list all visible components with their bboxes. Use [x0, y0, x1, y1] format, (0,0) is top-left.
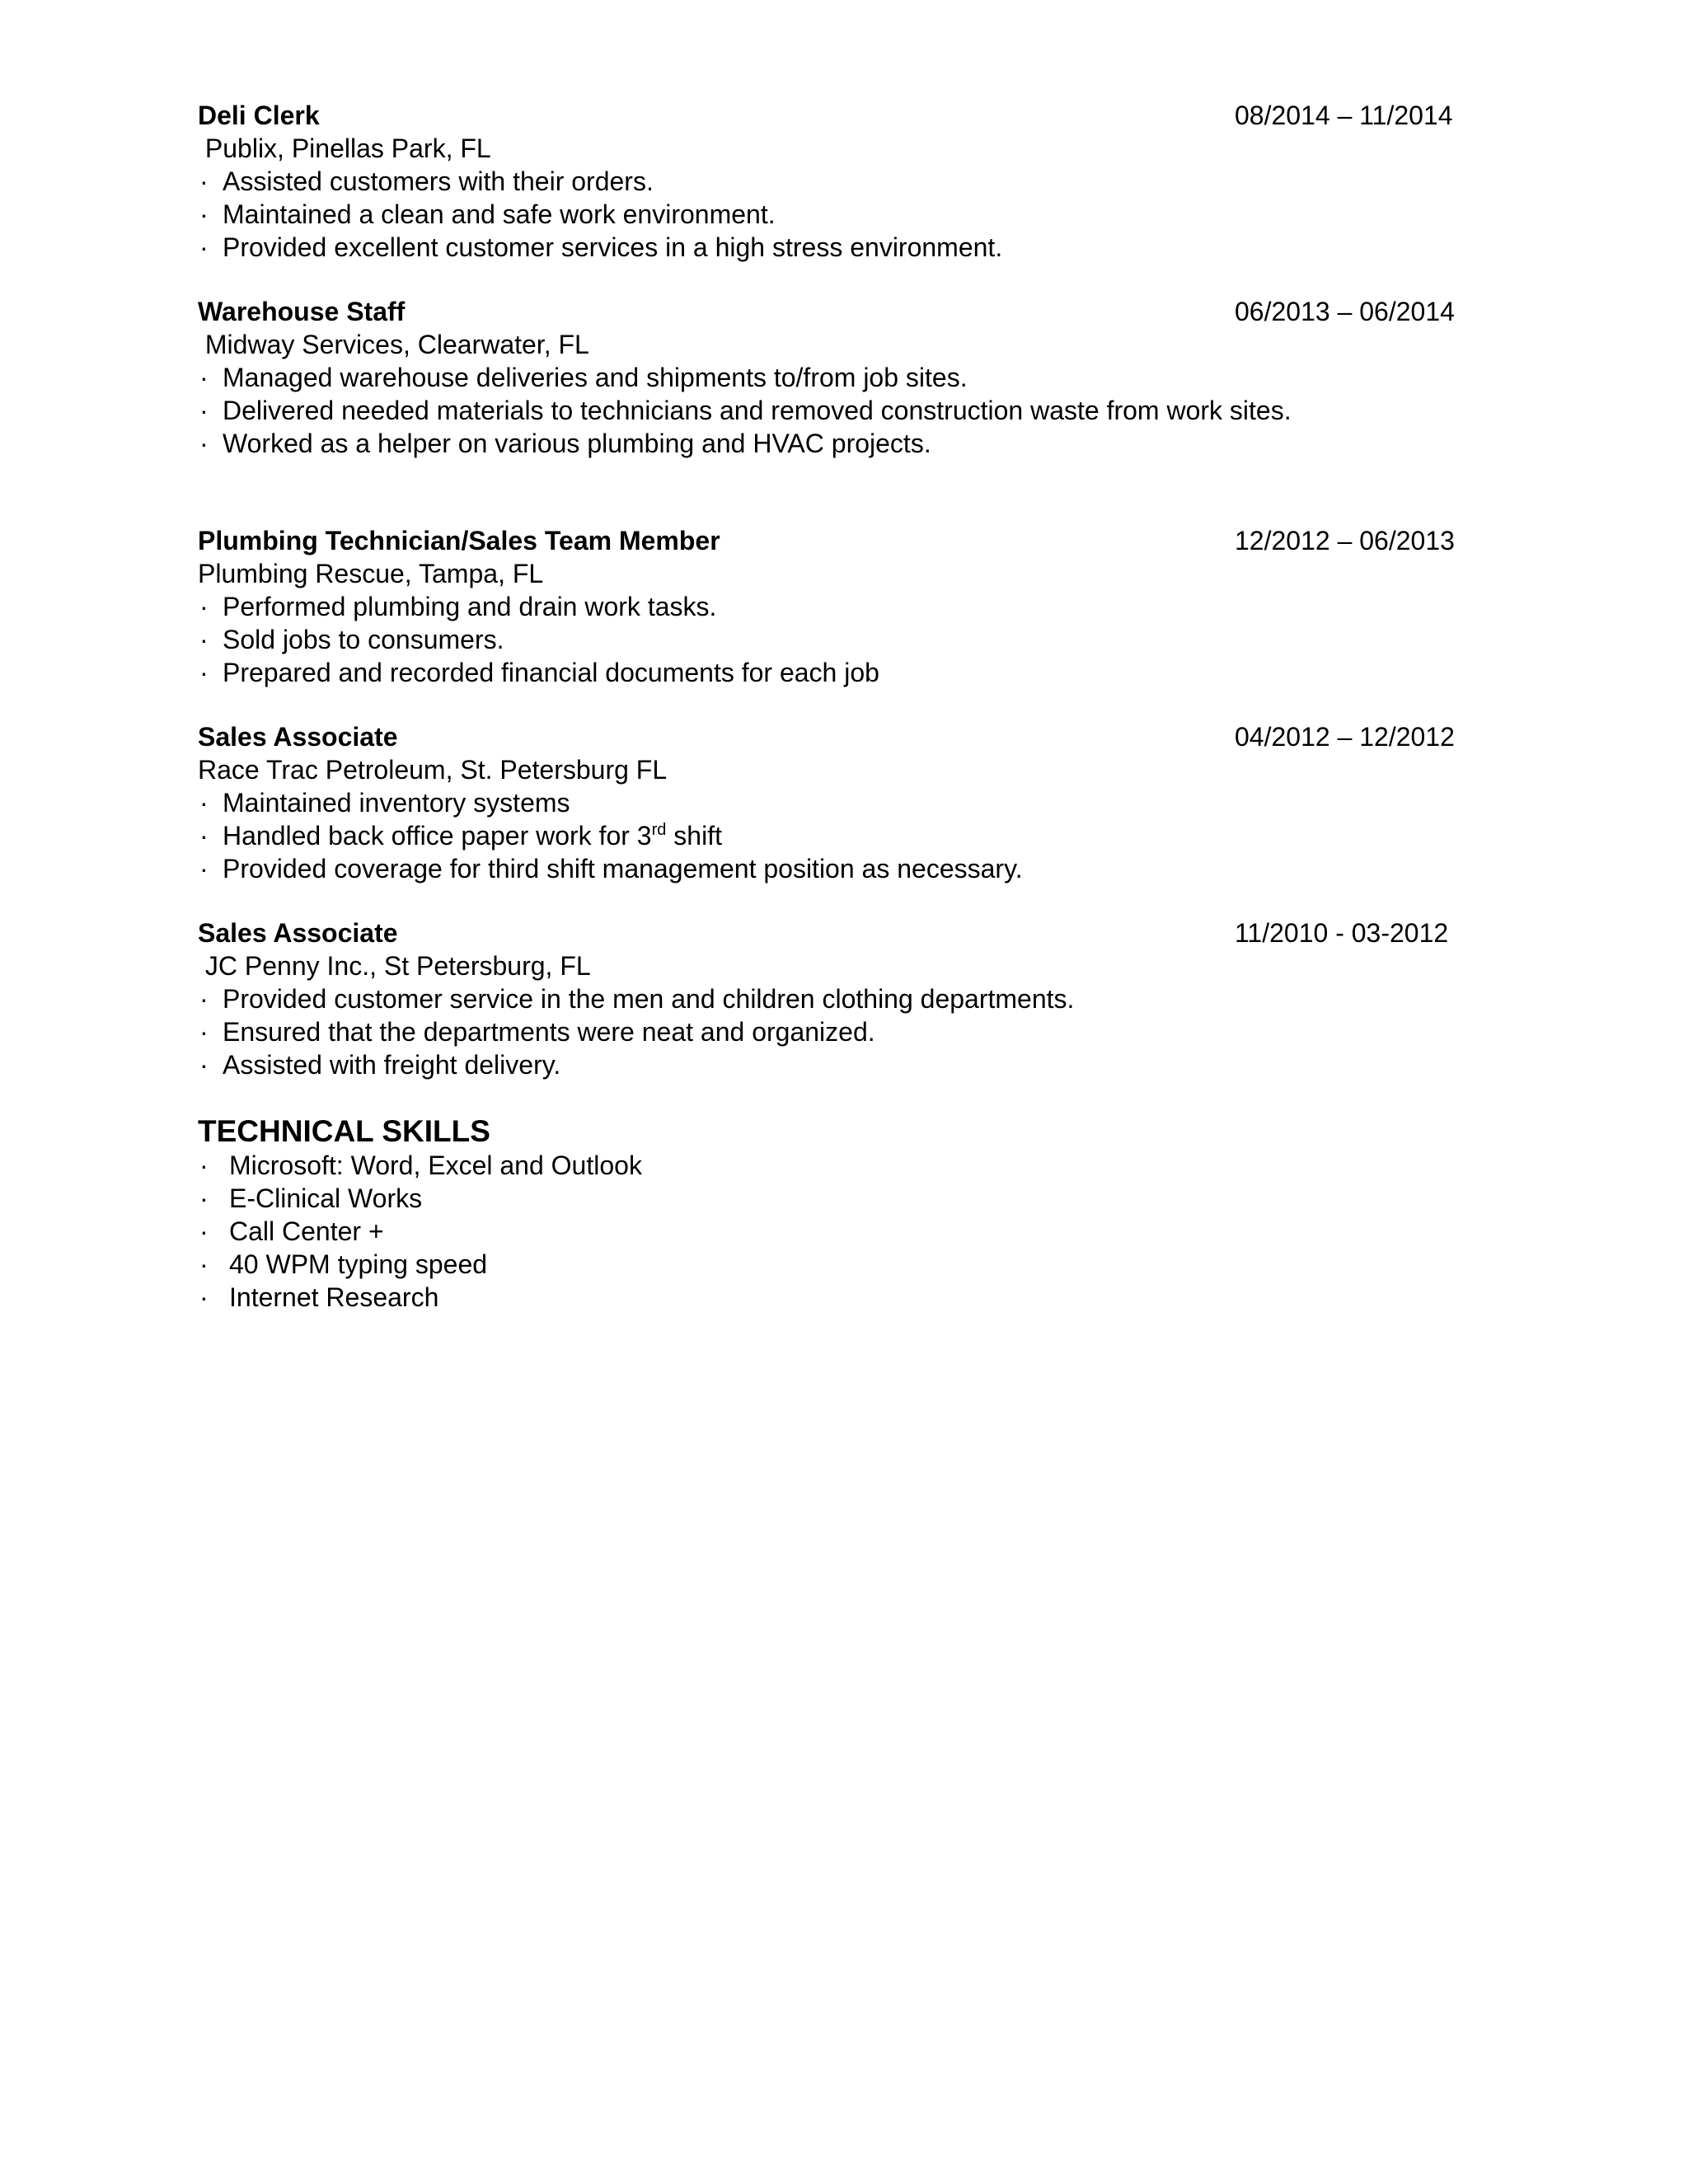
- job-entry-sales-associate-racetrac: [198, 720, 1467, 885]
- job-title: Sales Associate: [198, 918, 398, 948]
- resume-page: [198, 99, 1467, 1314]
- job-employer: Midway Services, Clearwater, FL: [198, 330, 589, 359]
- duty-item: · Ensured that the departments were neat and organized.: [199, 1017, 875, 1047]
- technical-skills-section: [198, 1114, 1467, 1314]
- duty-item: · Provided customer service in the men and children clothing departments.: [199, 984, 1075, 1014]
- job-dates: 08/2014 – 11/2014: [1235, 101, 1453, 130]
- duty-item: · Provided coverage for third shift management position as necessary.: [199, 854, 1023, 883]
- job-title: Warehouse Staff: [198, 297, 406, 326]
- bullet-tail: shift: [666, 821, 722, 851]
- job-duties-list: [198, 786, 1467, 885]
- job-entry-deli-clerk: [198, 99, 1467, 264]
- bullet-icon: ·: [199, 1249, 209, 1279]
- job-employer: Plumbing Rescue, Tampa, FL: [198, 559, 544, 588]
- skill-item: · Internet Research: [199, 1282, 439, 1312]
- duty-item: · Assisted customers with their orders.: [199, 166, 654, 196]
- duty-item: · Provided excellent customer services in a high stress environment.: [199, 232, 1003, 262]
- job-header: [198, 99, 1467, 132]
- duty-item: · Sold jobs to consumers.: [199, 625, 504, 654]
- bullet-icon: ·: [199, 396, 209, 425]
- job-employer: Race Trac Petroleum, St. Petersburg FL: [198, 755, 668, 785]
- job-entry-sales-associate-jcpenny: [198, 916, 1467, 1081]
- bullet-icon: ·: [199, 166, 209, 196]
- duty-item: · Delivered needed materials to technicians and removed construction waste from work sites.: [199, 396, 1292, 425]
- duty-item: · Prepared and recorded financial documents for each job: [199, 658, 879, 687]
- bullet-icon: ·: [199, 984, 209, 1014]
- duty-item: · Worked as a helper on various plumbing and HVAC projects.: [199, 429, 931, 458]
- bullet-icon: ·: [199, 232, 209, 262]
- job-dates: 11/2010 - 03-2012: [1235, 918, 1449, 948]
- skill-item: · 40 WPM typing speed: [199, 1249, 488, 1279]
- job-employer: JC Penny Inc., St Petersburg, FL: [198, 951, 591, 981]
- job-title: Deli Clerk: [198, 101, 320, 130]
- job-header: [198, 916, 1467, 949]
- job-header: [198, 720, 1467, 753]
- job-duties-list: [198, 165, 1467, 264]
- job-dates: 04/2012 – 12/2012: [1235, 722, 1455, 752]
- bullet-icon: ·: [199, 363, 209, 392]
- bullet-icon: ·: [199, 1151, 209, 1180]
- job-duties-list: [198, 590, 1467, 689]
- skill-item: · Call Center +: [199, 1216, 384, 1246]
- skills-list: [198, 1149, 1467, 1314]
- duty-item: · Assisted with freight delivery.: [199, 1050, 561, 1080]
- bullet-icon: ·: [199, 429, 209, 458]
- bullet-icon: ·: [199, 1216, 209, 1246]
- duty-item: · Maintained inventory systems: [199, 788, 570, 818]
- bullet-icon: ·: [199, 1282, 209, 1312]
- bullet-icon: ·: [199, 788, 209, 818]
- job-title: Plumbing Technician/Sales Team Member: [198, 526, 720, 555]
- skill-item: · Microsoft: Word, Excel and Outlook: [199, 1151, 642, 1180]
- job-header: [198, 524, 1467, 557]
- ordinal-suffix: rd: [651, 821, 667, 839]
- job-dates: 12/2012 – 06/2013: [1235, 526, 1455, 555]
- bullet-icon: ·: [199, 199, 209, 229]
- job-title: Sales Associate: [198, 722, 398, 752]
- bullet-icon: ·: [199, 854, 209, 883]
- job-entry-warehouse-staff: [198, 295, 1467, 460]
- bullet-icon: ·: [199, 821, 209, 851]
- bullet-icon: ·: [199, 1183, 209, 1213]
- bullet-icon: ·: [199, 592, 209, 621]
- duty-item: · Performed plumbing and drain work tasks.: [199, 592, 717, 621]
- job-entry-plumbing-technician: [198, 524, 1467, 689]
- bullet-icon: ·: [199, 1017, 209, 1047]
- duty-item: · Handled back office paper work for 3rd shift: [199, 821, 722, 851]
- skill-item: · E-Clinical Works: [199, 1183, 423, 1213]
- job-duties-list: [198, 982, 1467, 1081]
- duty-item: · Managed warehouse deliveries and shipments to/from job sites.: [199, 363, 968, 392]
- job-employer: Publix, Pinellas Park, FL: [198, 134, 491, 163]
- job-dates: 06/2013 – 06/2014: [1235, 297, 1455, 326]
- job-duties-list: [198, 361, 1467, 460]
- bullet-icon: ·: [199, 625, 209, 654]
- duty-item: · Maintained a clean and safe work environment.: [199, 199, 776, 229]
- bullet-icon: ·: [199, 658, 209, 687]
- job-header: [198, 295, 1467, 328]
- bullet-icon: ·: [199, 1050, 209, 1080]
- section-heading: TECHNICAL SKILLS: [198, 1114, 490, 1148]
